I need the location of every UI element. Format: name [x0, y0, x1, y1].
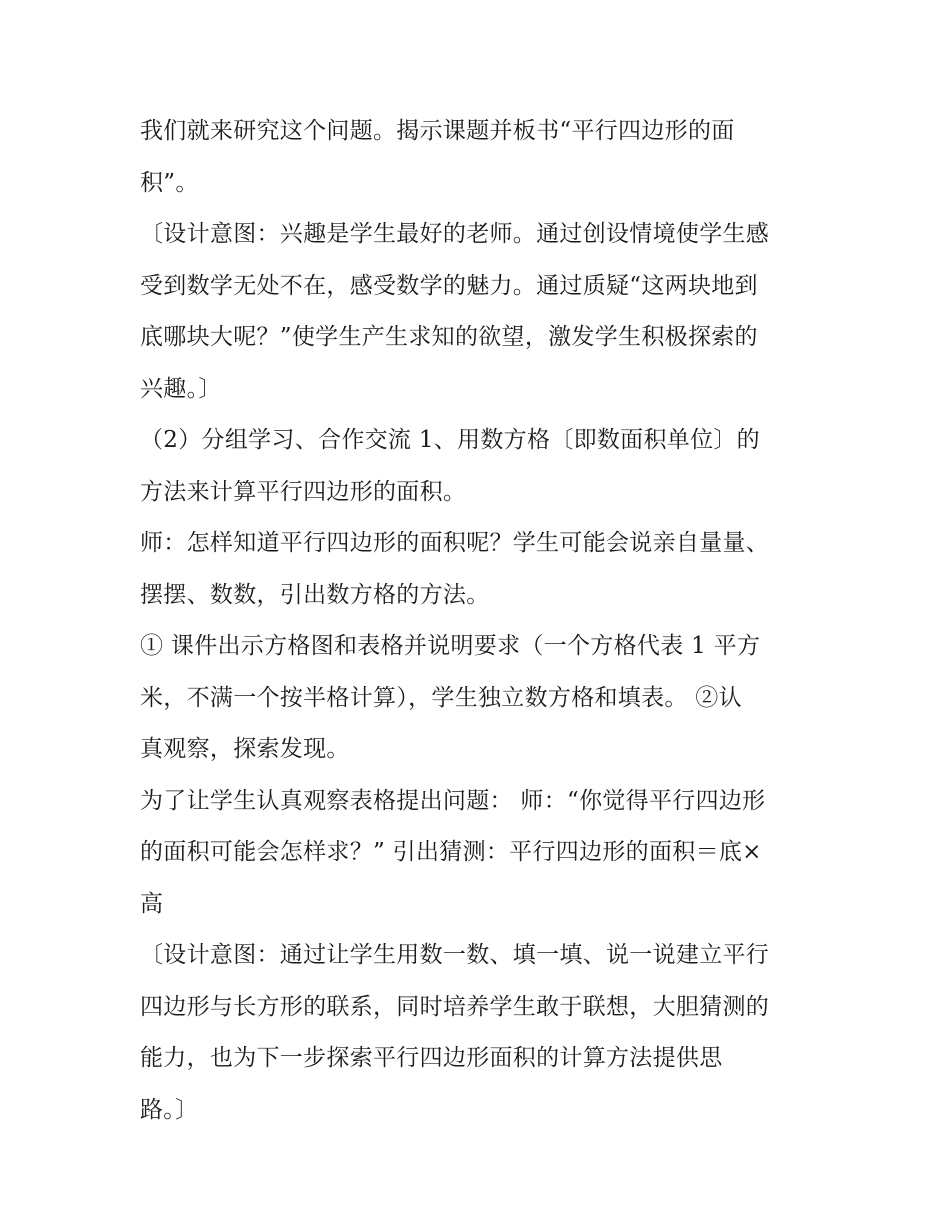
text-line: 受到数学无处不在，感受数学的魅力。通过质疑“这两块地到 [140, 272, 758, 299]
text-line: 〔设计意图：兴趣是学生最好的老师。通过创设情境使学生感 [140, 221, 770, 247]
text-line: 为了让学生认真观察表格提出问题： 师：“你觉得平行四边形 [140, 787, 766, 814]
text-line: 方法来计算平行四边形的面积。 [140, 478, 467, 505]
text-line: 米，不满一个按半格计算），学生独立数方格和填表。 ②认 [140, 684, 742, 711]
text-line: 我们就来研究这个问题。揭示课题并板书“平行四边形的面 [140, 118, 735, 144]
text-line: 的面积可能会怎样求？” 引出猜测：平行四边形的面积＝底× [140, 839, 762, 865]
text-line: 能力，也为下一步探索平行四边形面积的计算方法提供思 [140, 1045, 723, 1071]
text-line: 路。〕 [140, 1096, 199, 1123]
text-line: 师：怎样知道平行四边形的面积呢？学生可能会说亲自量量、 [140, 530, 770, 556]
text-line: 底哪块大呢？”使学生产生求知的欲望，激发学生积极探索的 [140, 324, 758, 350]
document-body [140, 106, 830, 1136]
text-line: 〔设计意图：通过让学生用数一数、填一填、说一说建立平行 [140, 942, 770, 968]
text-line: （2）分组学习、合作交流 1、用数方格〔即数面积单位〕的 [140, 427, 760, 453]
text-line: 四边形与长方形的联系，同时培养学生敢于联想，大胆猜测的 [140, 993, 770, 1020]
text-line: 积”。 [140, 169, 199, 196]
text-line: 真观察，探索发现。 [140, 736, 350, 762]
text-line: ① 课件出示方格图和表格并说明要求（一个方格代表 1 平方 [140, 633, 761, 659]
text-line: 兴趣。〕 [140, 375, 222, 402]
text-line: 高 [140, 890, 164, 917]
text-line: 摆摆、数数，引出数方格的方法。 [140, 581, 490, 608]
